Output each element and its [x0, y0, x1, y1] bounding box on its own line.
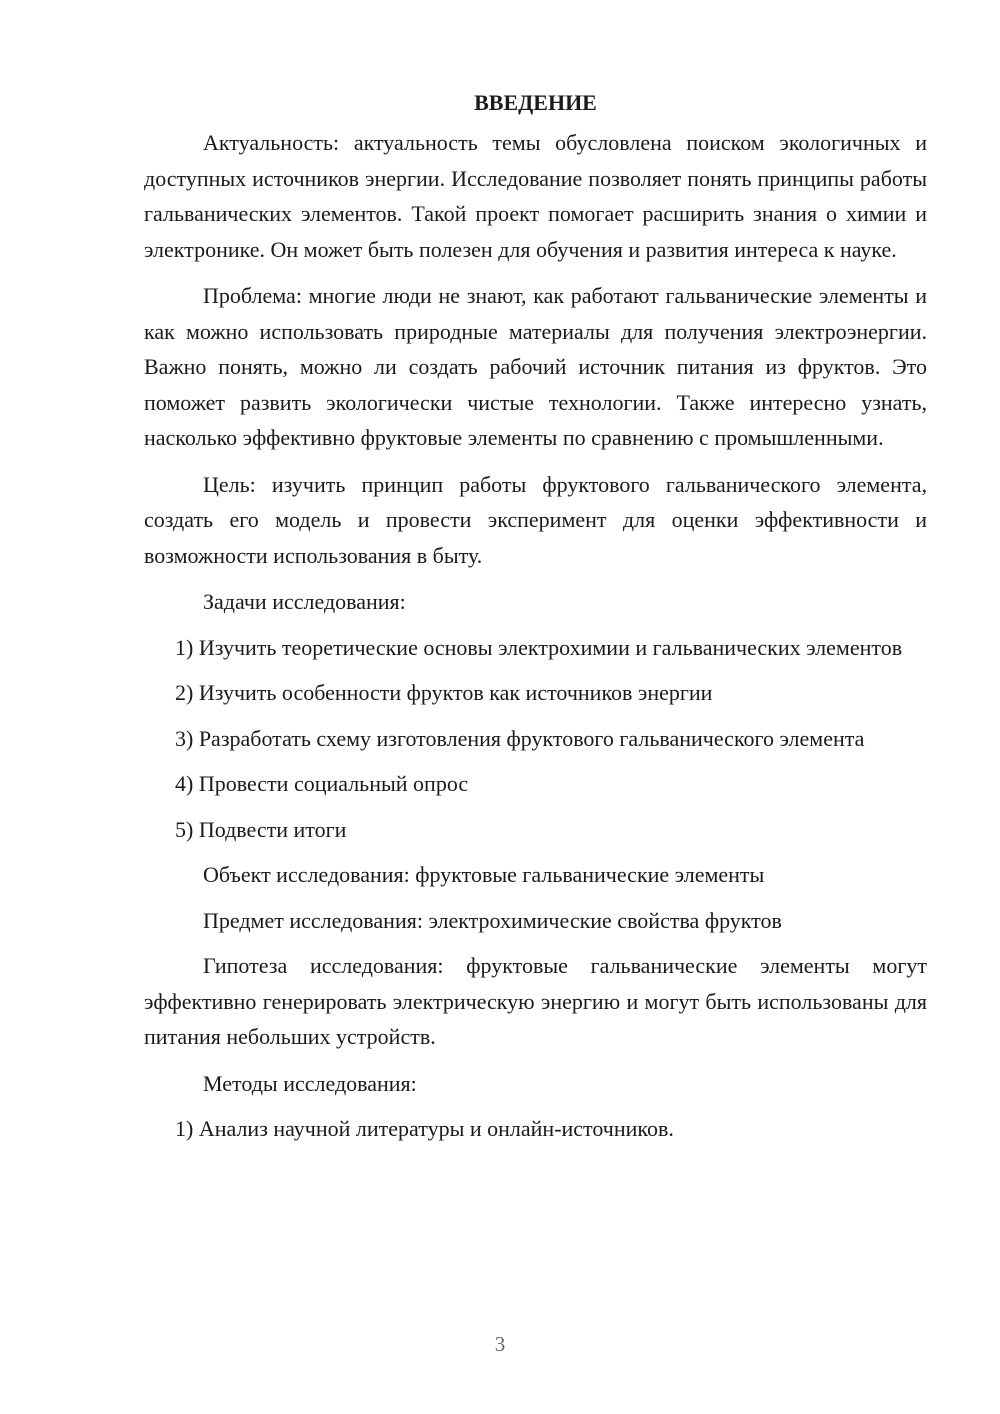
- method-item-1: 1) Анализ научной литературы и онлайн-источников.: [175, 1116, 674, 1141]
- document-page: [144, 88, 927, 1157]
- problem-paragraph: Проблема: многие люди не знают, как работают гальванические элементы и как можно использовать природные материалы для получения электроэнергии. Важно понять, можно ли создать рабочий источник питания из фруктов. Это поможет развить экологически чистые технологии. Также интересно узнать, насколько эффективно фруктовые элементы по сравнению с промышленными.: [144, 283, 927, 450]
- task-item-3: 3) Разработать схему изготовления фруктового гальванического элемента: [175, 725, 865, 751]
- goal-paragraph: Цель: изучить принцип работы фруктового гальванического элемента, создать его модель и провести эксперимент для оценки эффективности и возможности использования в быту.: [144, 471, 927, 568]
- relevance-paragraph: Актуальность: актуальность темы обусловлена поиском экологичных и доступных источников энергии. Исследование позволяет понять принципы работы гальванических элементов. Такой проект помогает расширить знания о химии и электронике. Он может быть полезен для обучения и развития интереса к науке.: [144, 130, 927, 262]
- research-subject: Предмет исследования: электрохимические свойства фруктов: [203, 907, 782, 933]
- research-object: Объект исследования: фруктовые гальванические элементы: [203, 862, 765, 887]
- task-item-1: 1) Изучить теоретические основы электрохимии и гальванических элементов: [175, 634, 903, 660]
- research-hypothesis: Гипотеза исследования: фруктовые гальванические элементы могут эффективно генерировать электрическую энергию и могут быть использованы для питания небольших устройств.: [144, 953, 927, 1049]
- task-item-5: 5) Подвести итоги: [175, 816, 347, 842]
- task-item-2: 2) Изучить особенности фруктов как источников энергии: [175, 680, 713, 705]
- task-item-4: 4) Провести социальный опрос: [175, 771, 469, 796]
- tasks-heading: Задачи исследования:: [203, 589, 406, 614]
- page-number: 3: [494, 1332, 506, 1356]
- methods-heading: Методы исследования:: [203, 1070, 417, 1096]
- section-title: ВВЕДЕНИЕ: [474, 90, 597, 115]
